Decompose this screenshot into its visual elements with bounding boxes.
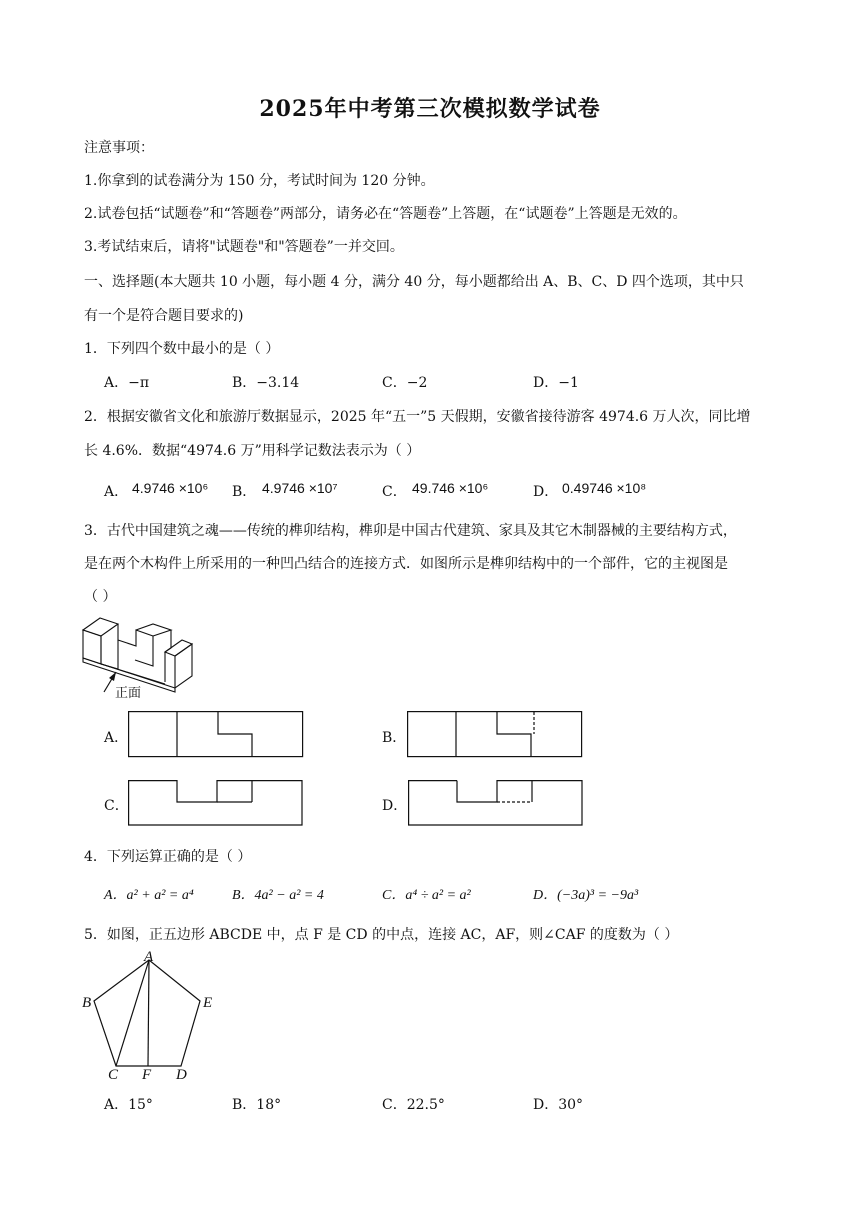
q2-stem-line2: 长 4.6%．数据“4974.6 万”用科学记数法表示为（ ） xyxy=(84,443,421,459)
q2-option-a-value: 4.9746 ×10⁶ xyxy=(132,480,209,496)
q2-option-b-value: 4.9746 ×10⁷ xyxy=(262,480,338,496)
q2-option-c-label: C． xyxy=(382,484,407,500)
q1-option-b: B．−3.14 xyxy=(232,375,300,391)
q3-option-d-label: D． xyxy=(382,798,408,814)
q4-stem: 4．下列运算正确的是（ ） xyxy=(84,849,252,865)
page-title: 2025年中考第三次模拟数学试卷 xyxy=(259,96,601,122)
q5-option-d: D．30° xyxy=(533,1097,584,1113)
q1-option-d: D．−1 xyxy=(533,375,579,391)
q5-pentagon-figure xyxy=(82,950,222,1085)
q2-option-a-label: A． xyxy=(104,484,129,500)
section-heading-line1: 一、选择题(本大题共 10 小题，每小题 4 分，满分 40 分，每小题都给出 A、B、C、D 四个选项，其中只 xyxy=(84,274,744,290)
q2-option-c-value: 49.746 ×10⁶ xyxy=(412,480,489,496)
q3-option-c-label: C． xyxy=(104,798,129,814)
q3-option-d-figure xyxy=(408,780,584,828)
q5-vertex-b: B xyxy=(82,995,92,1011)
q4-option-c: C．a⁴ ÷ a² = a² xyxy=(382,888,471,903)
q5-option-b: B．18° xyxy=(232,1097,282,1113)
q3-stem-line2: 是在两个木构件上所采用的一种凹凸结合的连接方式．如图所示是榫卯结构中的一个部件，它的主视图是 xyxy=(84,556,728,572)
q3-option-b-label: B． xyxy=(382,730,407,746)
notice-item-3: 3.考试结束后，请将"试题卷"和"答题卷”一并交回。 xyxy=(84,239,404,255)
q3-option-c-figure xyxy=(128,780,304,828)
notice-item-1: 1.你拿到的试卷满分为 150 分，考试时间为 120 分钟。 xyxy=(84,173,435,189)
q5-vertex-f: F xyxy=(142,1067,152,1083)
q5-stem: 5．如图，正五边形 ABCDE 中，点 F 是 CD 的中点，连接 AC，AF，则∠CAF 的度数为（ ） xyxy=(84,927,679,943)
q5-option-c: C．22.5° xyxy=(382,1097,445,1113)
q1-stem: 1．下列四个数中最小的是（ ） xyxy=(84,341,280,357)
notice-item-2: 2.试卷包括“试题卷”和“答题卷”两部分，请务必在“答题卷”上答题，在“试题卷”上答题是无效的。 xyxy=(84,206,687,222)
q2-stem-line1: 2．根据安徽省文化和旅游厅数据显示，2025 年“五一”5 天假期，安徽省接待游客 4974.6 万人次，同比增 xyxy=(84,409,751,425)
q5-vertex-c: C xyxy=(108,1067,119,1083)
q2-option-d-value: 0.49746 ×10⁸ xyxy=(562,480,647,496)
notice-heading: 注意事项： xyxy=(84,140,154,156)
q5-vertex-e: E xyxy=(203,995,213,1011)
q5-vertex-a: A xyxy=(144,949,154,965)
q3-option-b-figure xyxy=(407,711,583,759)
q1-option-c: C．−2 xyxy=(382,375,428,391)
section-heading-line2: 有一个是符合题目要求的) xyxy=(84,308,244,324)
q2-option-d-label: D． xyxy=(533,484,559,500)
q3-option-a-figure xyxy=(128,711,304,759)
q4-option-a: A．a² + a² = a⁴ xyxy=(104,888,194,903)
q3-front-label: 正面 xyxy=(115,686,142,701)
q4-option-d: D．(−3a)³ = −9a³ xyxy=(533,888,639,903)
q2-option-b-label: B． xyxy=(232,484,257,500)
q3-stem-line1: 3．古代中国建筑之魂——传统的榫卯结构，榫卯是中国古代建筑、家具及其它木制器械的主要结构方式， xyxy=(84,523,737,539)
q3-option-a-label: A． xyxy=(104,730,129,746)
q3-stem-line3: （ ） xyxy=(84,589,117,605)
q5-vertex-d: D xyxy=(176,1067,187,1083)
q4-option-b: B．4a² − a² = 4 xyxy=(232,888,324,903)
q5-option-a: A．15° xyxy=(104,1097,153,1113)
q1-option-a: A．−π xyxy=(104,375,150,391)
